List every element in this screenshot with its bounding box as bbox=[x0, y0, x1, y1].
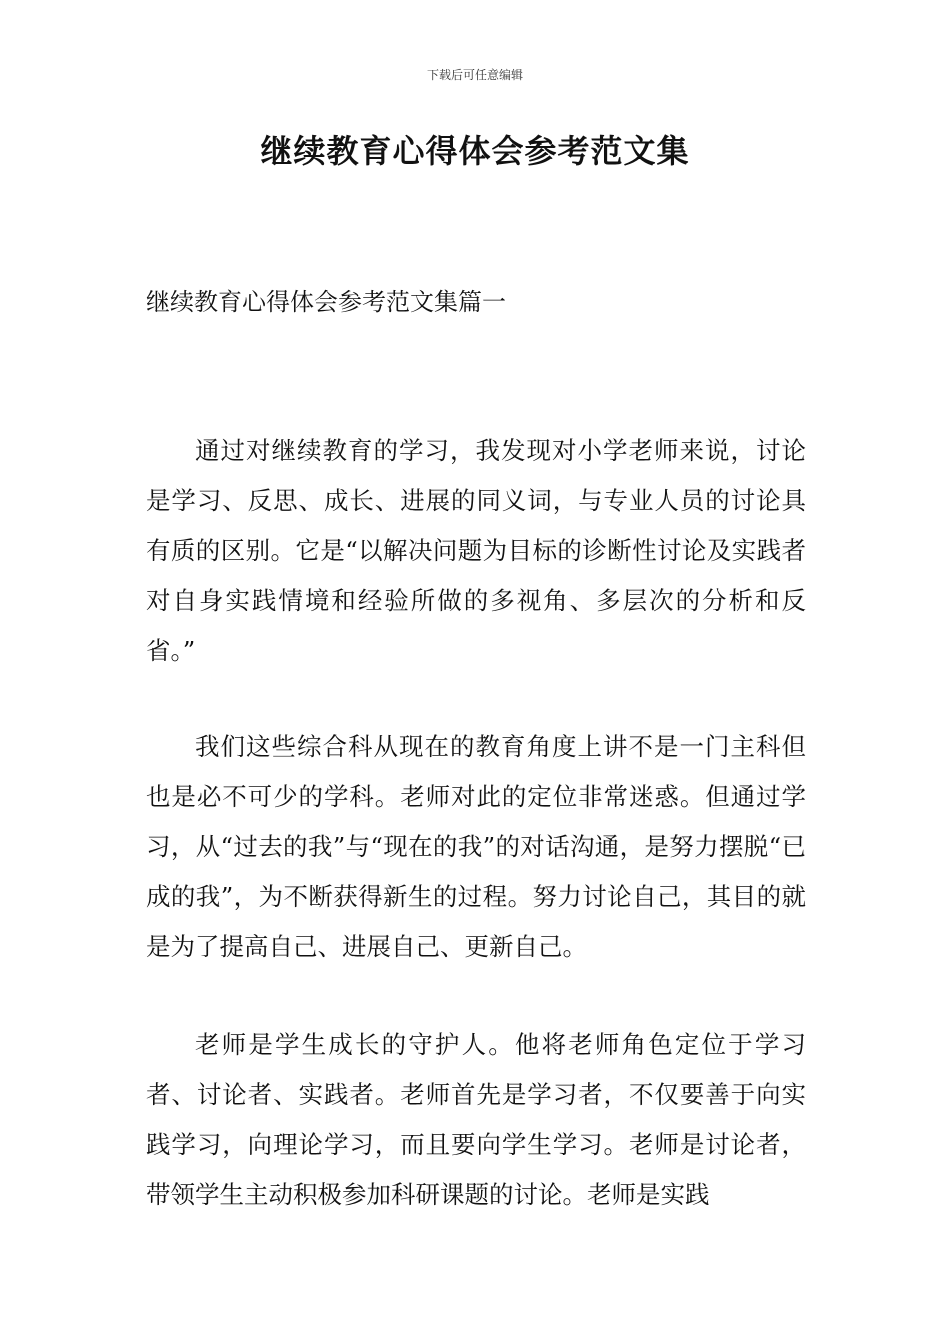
section-heading: 继续教育心得体会参考范文集篇一 bbox=[146, 288, 506, 316]
header-note: 下载后可任意编辑 bbox=[426, 68, 523, 82]
document-title: 继续教育心得体会参考范文集 bbox=[260, 132, 690, 170]
body-paragraph-3: 老师是学生成长的守护人。他将老师角色定位于学习者、讨论者、实践者。老师首先是学习者，不仅要善于向实践学习，向理论学习，而且要向学生学习。老师是讨论者，带领学生主动积极参加科研课题的讨论。老师是实践 bbox=[146, 1030, 806, 1209]
body-paragraph-1: 通过对继续教育的学习，我发现对小学老师来说，讨论是学习、反思、成长、进展的同义词，与专业人员的讨论具有质的区别。它是“以解决问题为目标的诊断性讨论及实践者对自身实践情境和经验所做的多视角、多层次的分析和反省。” bbox=[146, 436, 806, 665]
body-paragraph-2: 我们这些综合科从现在的教育角度上讲不是一门主科但也是必不可少的学科。老师对此的定位非常迷惑。但通过学习，从“过去的我”与“现在的我”的对话沟通，是努力摆脱“已成的我”，为不断获得新生的过程。努力讨论自己，其目的就是为了提高自己、进展自己、更新自己。 bbox=[146, 732, 806, 961]
